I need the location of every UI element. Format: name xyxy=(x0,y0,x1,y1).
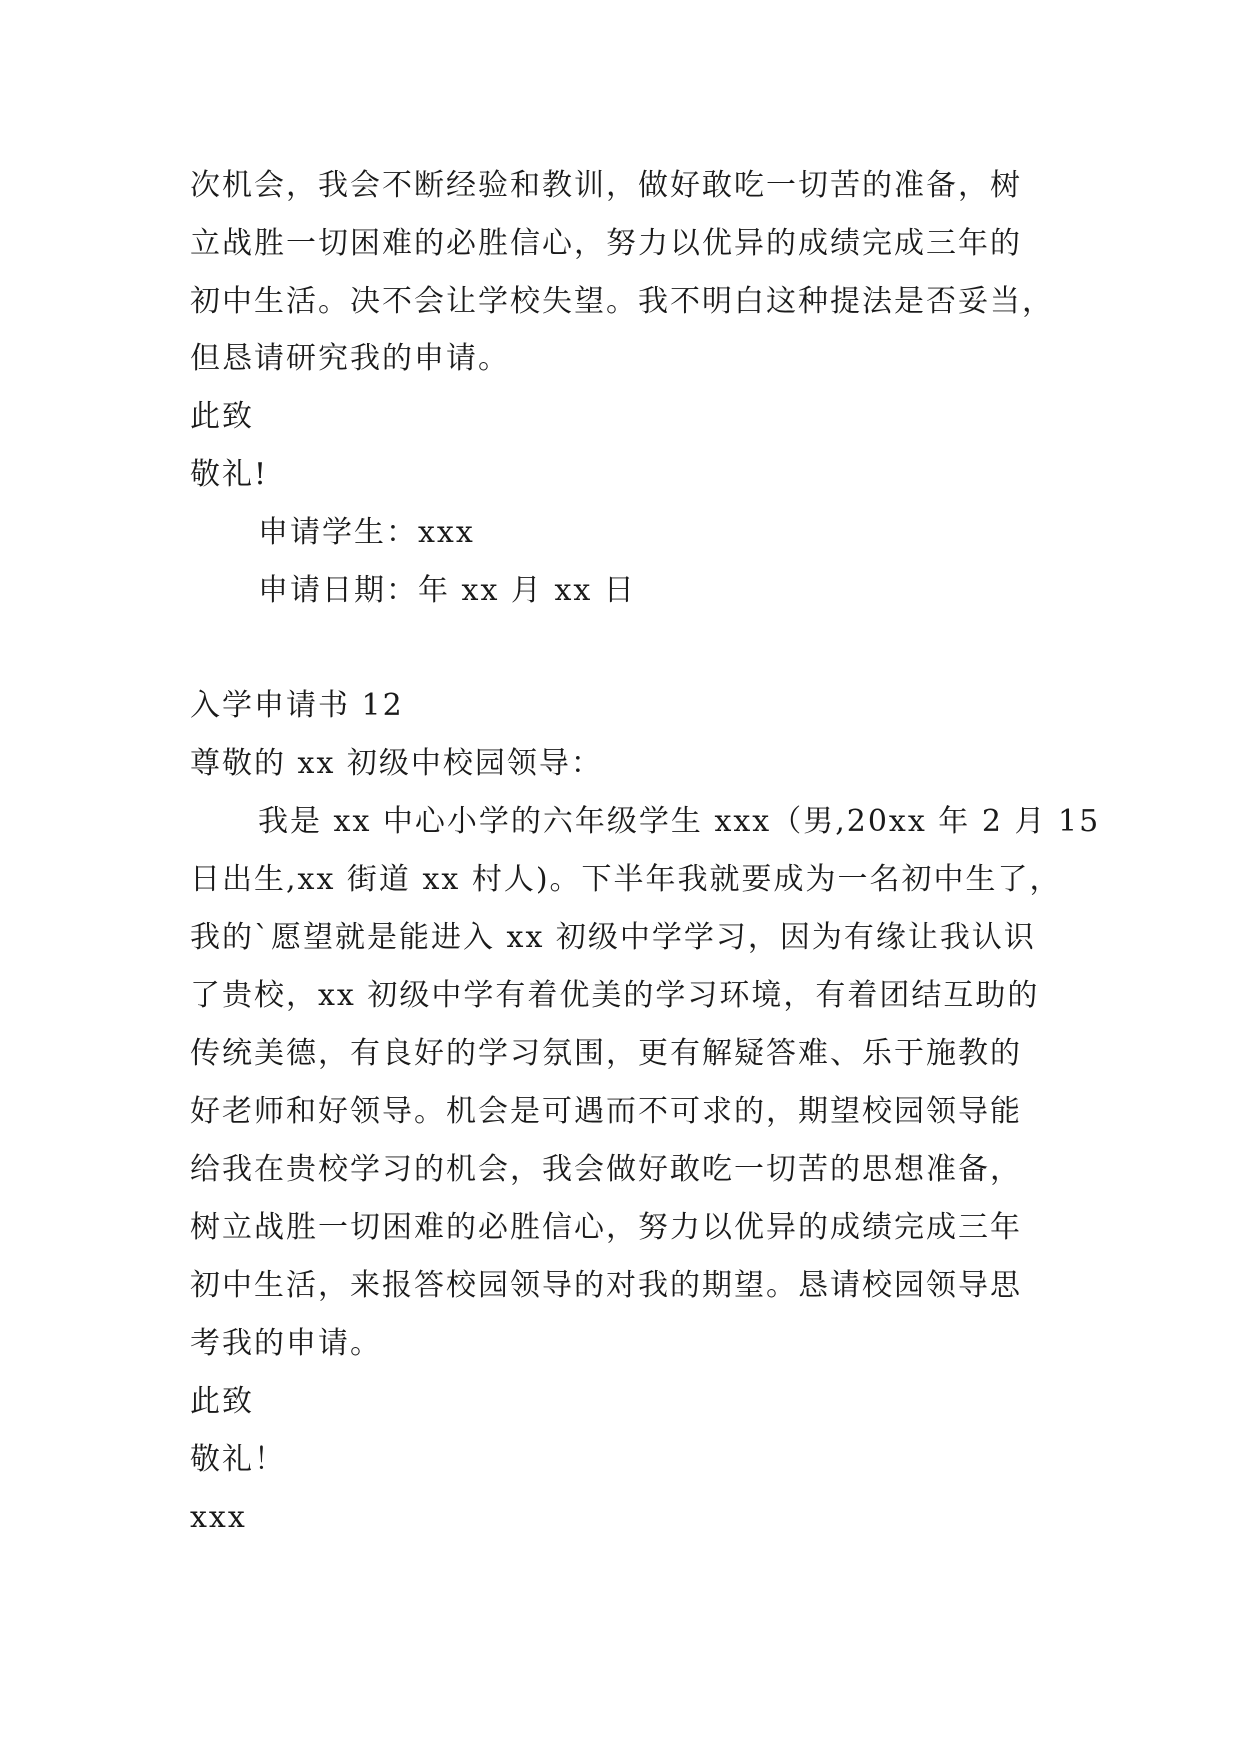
paragraph-line: 初中生活，来报答校园领导的对我的期望。恳请校园领导思 xyxy=(190,1268,1022,1303)
closing-line: 敬礼! xyxy=(190,457,269,492)
signature: xxx xyxy=(190,1500,247,1535)
salutation: 尊敬的 xx 初级中校园领导： xyxy=(190,746,603,781)
paragraph-line: 好老师和好领导。机会是可遇而不可求的，期望校园领导能 xyxy=(190,1094,1022,1129)
student-signature: 申请学生：xxx xyxy=(258,515,475,550)
paragraph-line: 我是 xx 中心小学的六年级学生 xxx（男,20xx 年 2 月 15 xyxy=(258,804,1101,839)
paragraph-line: 但恳请研究我的申请。 xyxy=(190,341,510,376)
paragraph-line: 传统美德，有良好的学习氛围，更有解疑答难、乐于施教的 xyxy=(190,1036,1022,1071)
paragraph-line: 给我在贵校学习的机会，我会做好敢吃一切苦的思想准备， xyxy=(190,1152,1022,1187)
closing-line: 敬礼！ xyxy=(190,1442,286,1477)
paragraph-line: 树立战胜一切困难的必胜信心，努力以优异的成绩完成三年 xyxy=(190,1210,1022,1245)
paragraph-line: 初中生活。决不会让学校失望。我不明白这种提法是否妥当， xyxy=(190,284,1054,319)
paragraph-line: 了贵校，xx 初级中学有着优美的学习环境，有着团结互助的 xyxy=(190,978,1040,1013)
closing-line: 此致 xyxy=(190,399,254,434)
paragraph-line: 立战胜一切困难的必胜信心，努力以优异的成绩完成三年的 xyxy=(190,226,1022,261)
paragraph-line: 我的`愿望就是能进入 xx 初级中学学习，因为有缘让我认识 xyxy=(190,920,1036,955)
closing-line: 此致 xyxy=(190,1384,254,1419)
paragraph-line: 日出生,xx 街道 xx 村人)。下半年我就要成为一名初中生了， xyxy=(190,862,1062,897)
application-date: 申请日期：年 xx 月 xx 日 xyxy=(258,573,636,608)
letter-title: 入学申请书 12 xyxy=(190,688,404,723)
paragraph-line: 考我的申请。 xyxy=(190,1326,382,1361)
paragraph-line: 次机会，我会不断经验和教训，做好敢吃一切苦的准备，树 xyxy=(190,168,1022,203)
